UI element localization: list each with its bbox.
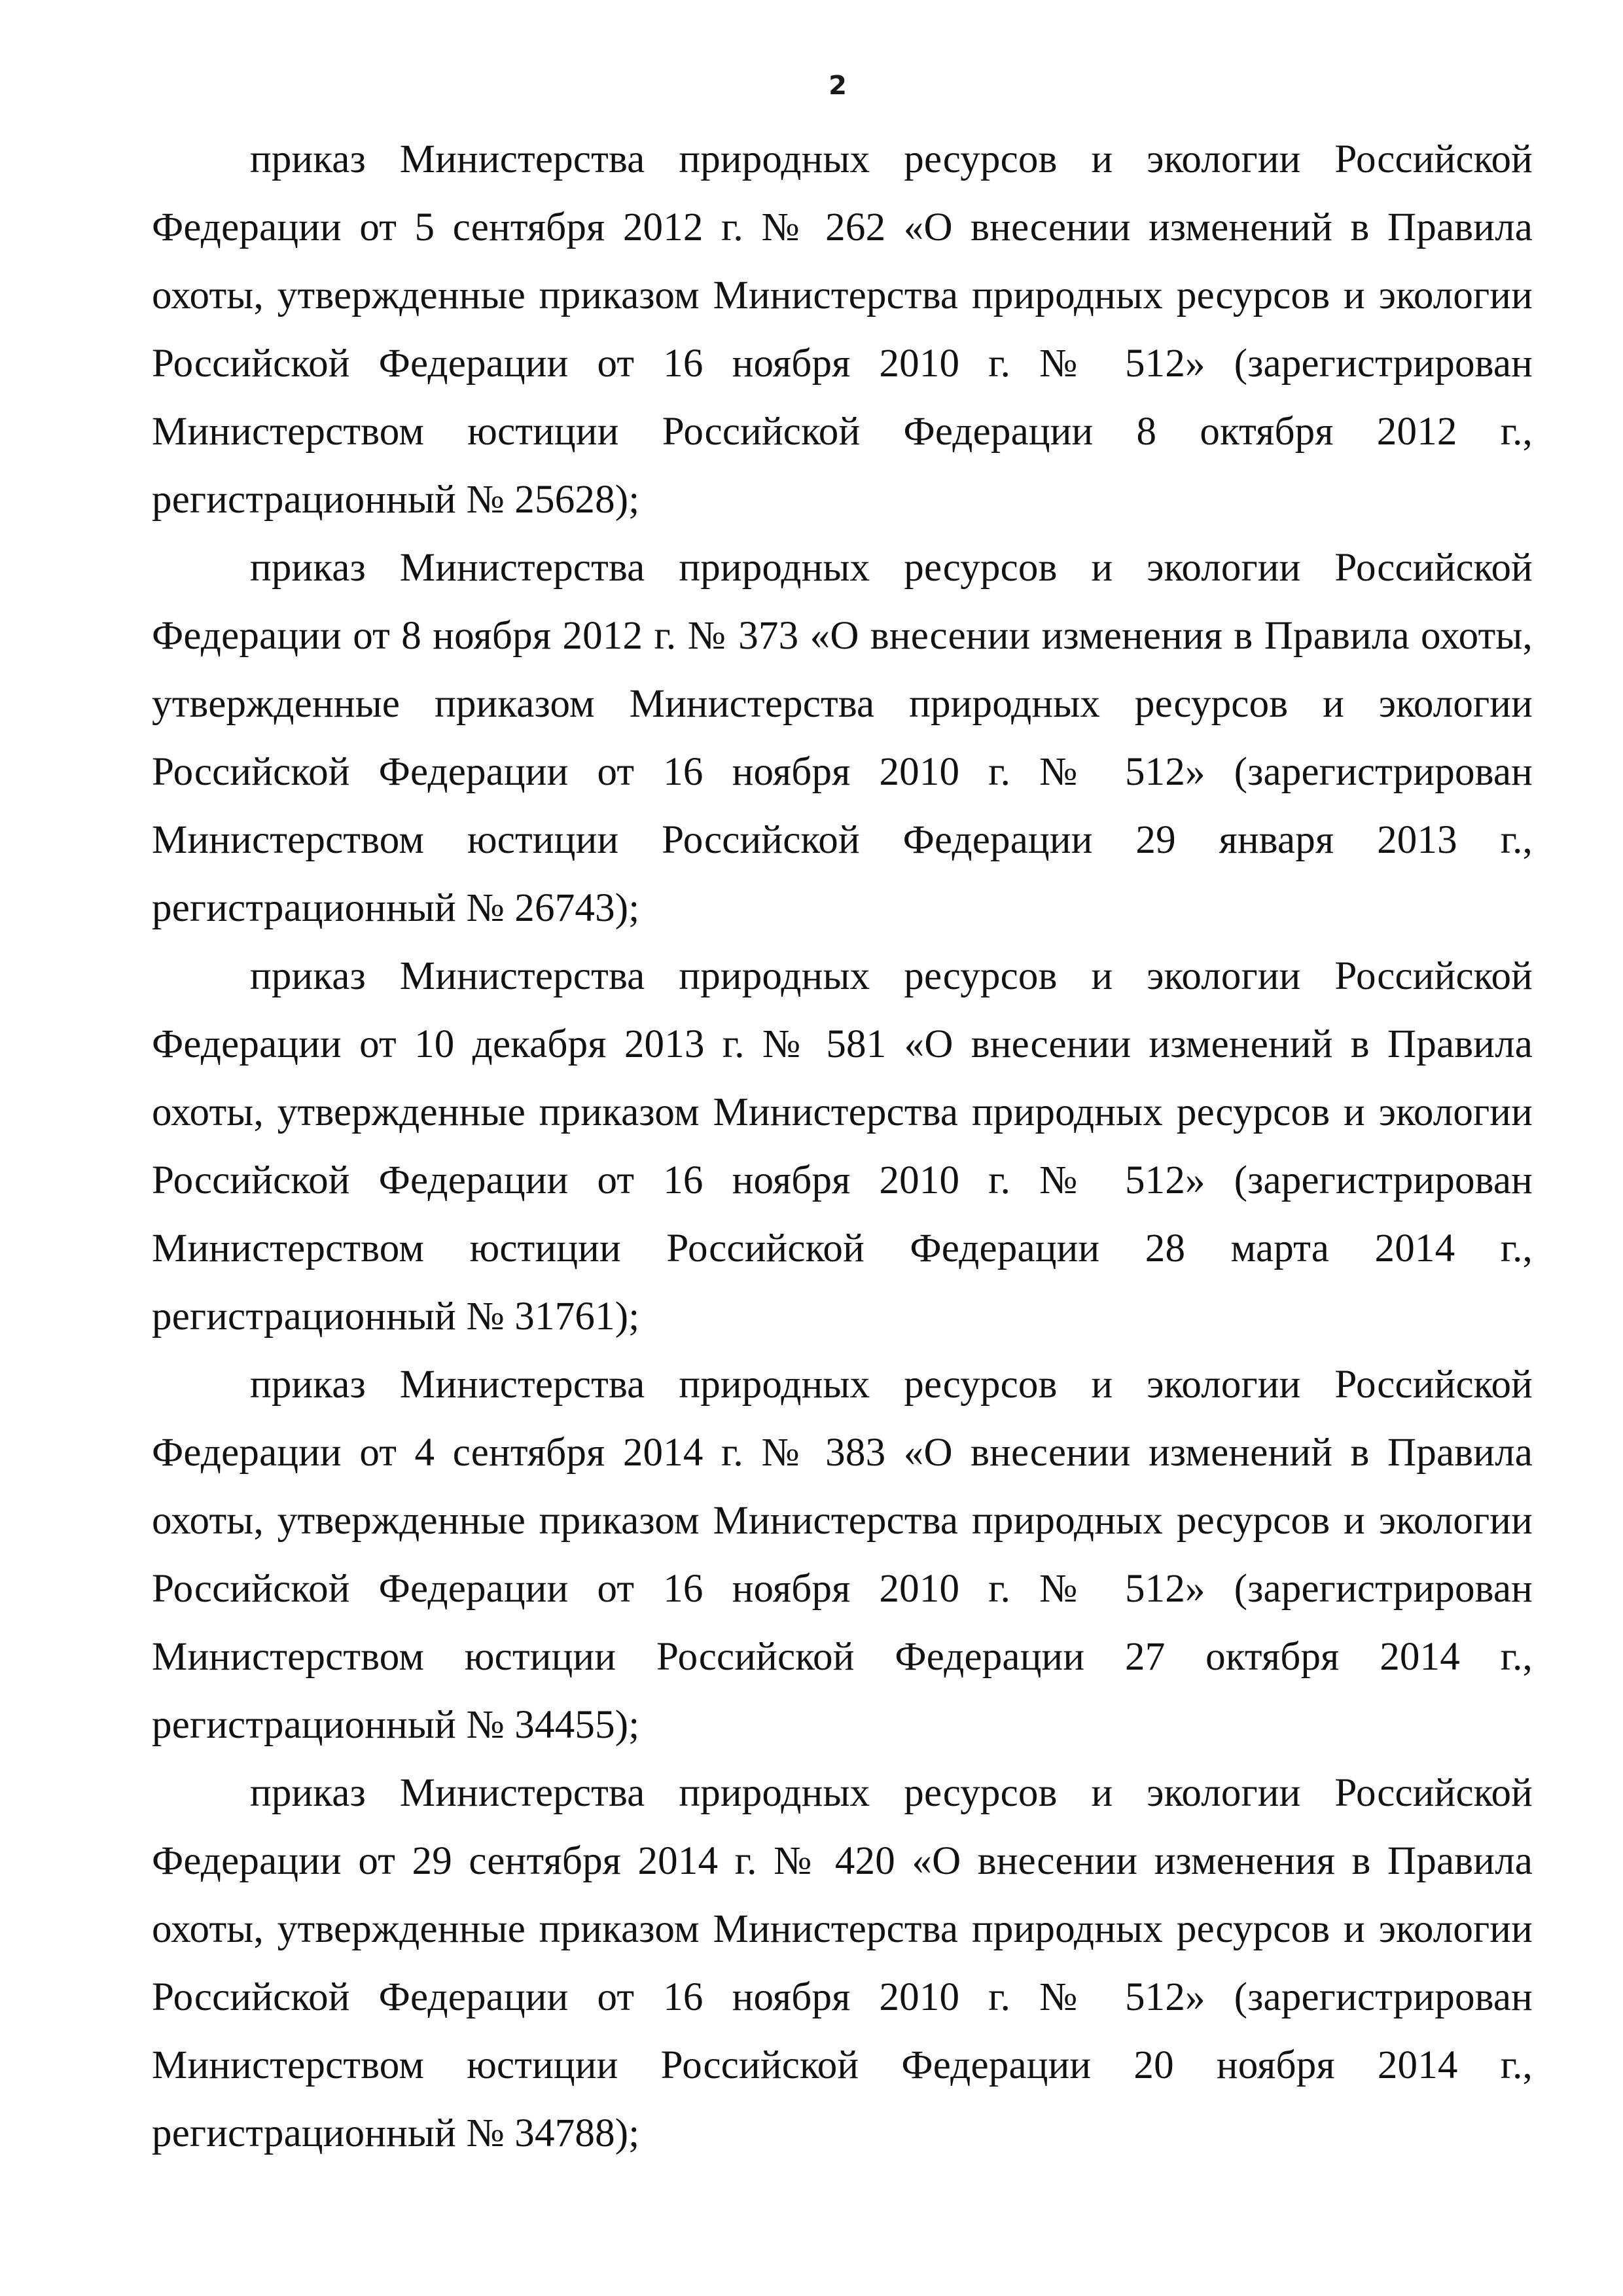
document-body: [152, 126, 1533, 2168]
paragraph-order-373: приказ Министерства природных ресурсов и экологии Российской Федерации от 8 ноября 2012 г. № 373 «О внесении изменения в Правила охоты, утвержденные приказом Министерства природных ресурсов и экологии Российской Федерации от 16 ноября 2010 г. № 512» (зарегистрирован Министерством юстиции Российской Федерации 29 января 2013 г., регистрационный № 26743);: [152, 546, 1533, 930]
paragraph-order-420: приказ Министерства природных ресурсов и экологии Российской Федерации от 29 сентября 2014 г. № 420 «О внесении изменения в Правила охоты, утвержденные приказом Министерства природных ресурсов и экологии Российской Федерации от 16 ноября 2010 г. № 512» (зарегистрирован Министерством юстиции Российской Федерации 20 ноября 2014 г., регистрационный № 34788);: [152, 1771, 1533, 2155]
paragraph-order-581: приказ Министерства природных ресурсов и экологии Российской Федерации от 10 декабря 2013 г. № 581 «О внесении изменений в Правила охоты, утвержденные приказом Министерства природных ресурсов и экологии Российской Федерации от 16 ноября 2010 г. № 512» (зарегистрирован Министерством юстиции Российской Федерации 28 марта 2014 г., регистрационный № 31761);: [152, 954, 1533, 1338]
paragraph-order-383: приказ Министерства природных ресурсов и экологии Российской Федерации от 4 сентября 2014 г. № 383 «О внесении изменений в Правила охоты, утвержденные приказом Министерства природных ресурсов и экологии Российской Федерации от 16 ноября 2010 г. № 512» (зарегистрирован Министерством юстиции Российской Федерации 27 октября 2014 г., регистрационный № 34455);: [152, 1363, 1533, 1747]
paragraph-order-262: приказ Министерства природных ресурсов и экологии Российской Федерации от 5 сентября 2012 г. № 262 «О внесении изменений в Правила охоты, утвержденные приказом Министерства природных ресурсов и экологии Российской Федерации от 16 ноября 2010 г. № 512» (зарегистрирован Министерством юстиции Российской Федерации 8 октября 2012 г., регистрационный № 25628);: [152, 137, 1533, 522]
page-number: 2: [829, 71, 847, 101]
